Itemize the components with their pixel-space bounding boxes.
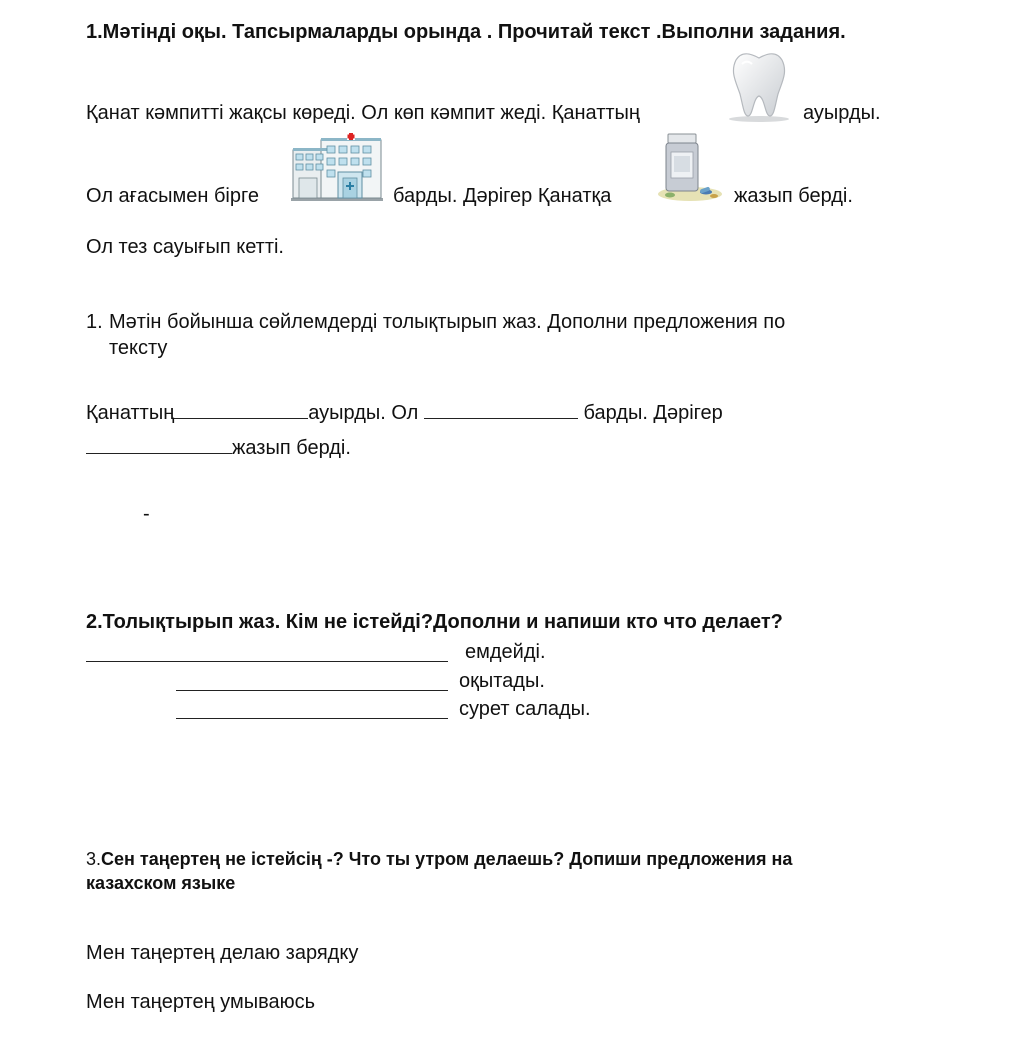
text-line-1: Қанат кәмпитті жақсы көреді. Ол көп кәмпит жеді. Қанаттың (86, 102, 640, 124)
task1-heading: 1.Мәтінді оқы. Тапсырмаларды орында . Прочитай текст .Выполни задания. (86, 21, 846, 43)
task3-answer-2: Мен таңертең умываюсь (86, 991, 316, 1013)
fill-part-4: жазып берді. (232, 437, 351, 459)
task2-item-2: оқытады. (459, 670, 545, 692)
task3-answer-1: Мен таңертең делаю зарядку (86, 942, 359, 964)
stray-dash: - (143, 503, 150, 525)
task3-heading-line2: казахском языке (86, 873, 236, 893)
text-line-2-end: жазып берді. (734, 185, 853, 207)
text-line-1-end: ауырды. (803, 102, 881, 124)
blank-3[interactable] (86, 452, 232, 454)
task2-blank-3[interactable] (176, 718, 448, 719)
tooth-icon (728, 50, 790, 122)
hospital-icon (291, 132, 383, 202)
task3-heading-line1 (86, 849, 792, 870)
text-line-2-mid: барды. Дәрігер Қанатқа (393, 185, 612, 207)
text-line-2-start: Ол ағасымен бірге (86, 185, 259, 207)
exercise1-instruction-line2: тексту (109, 337, 168, 359)
fill-sentence-line2 (86, 437, 351, 460)
fill-part-2: ауырды. Ол (308, 402, 419, 424)
fill-sentence-line1 (86, 402, 723, 425)
task2-item-3: сурет салады. (459, 698, 591, 720)
task2-blank-1[interactable] (86, 661, 448, 662)
task3-heading-text: Сен таңертең не істейсің -? Что ты утром делаешь? Допиши предложения на (101, 849, 793, 869)
fill-part-1: Қанаттың (86, 402, 175, 424)
task2-heading: 2.Толықтырып жаз. Кім не істейді?Дополни и напиши кто что делает? (86, 611, 783, 633)
task2-item-1: емдейді. (465, 641, 546, 663)
task3-number: 3. (86, 849, 102, 869)
fill-part-3: барды. Дәрігер (583, 402, 723, 424)
text-line-3: Ол тез сауығып кетті. (86, 236, 284, 258)
medicine-bottle-icon (656, 132, 726, 204)
task2-blank-2[interactable] (176, 690, 448, 691)
exercise1-instruction-line1: Мәтін бойынша сөйлемдерді толықтырып жаз. Дополни предложения по (109, 311, 786, 333)
exercise1-number: 1. (86, 311, 103, 333)
blank-1[interactable] (174, 417, 308, 419)
blank-2[interactable] (424, 417, 578, 419)
